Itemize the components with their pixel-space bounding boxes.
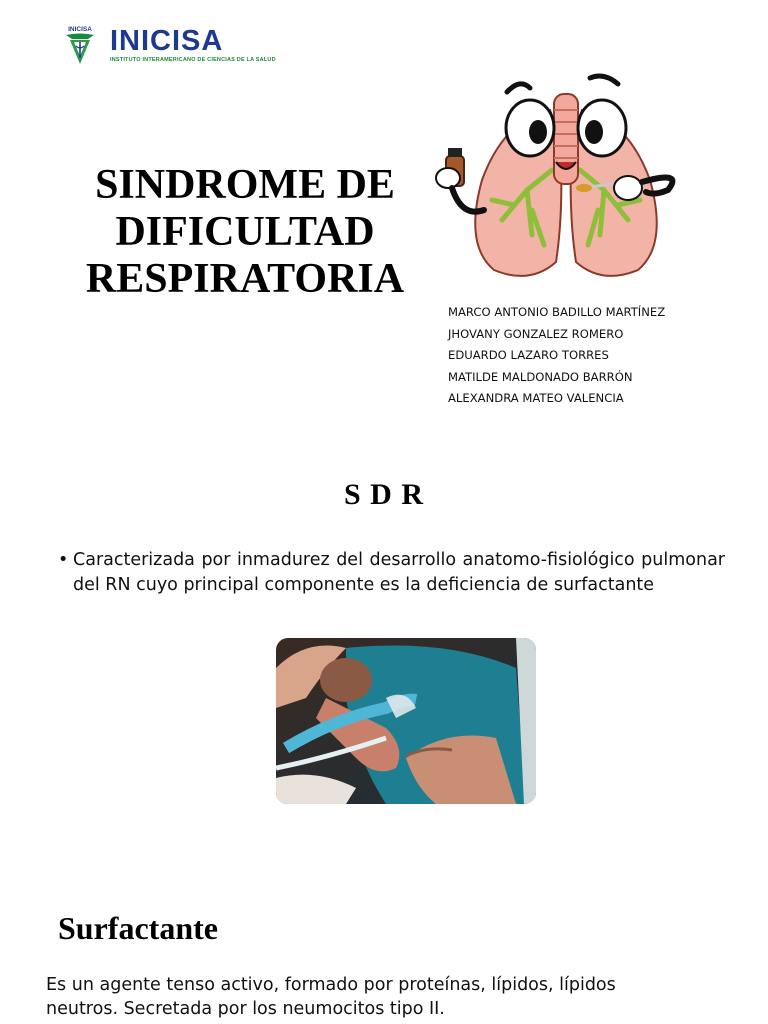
logo-mark-text: INICISA [68, 26, 92, 33]
sdr-slide [0, 440, 768, 860]
inicisa-emblem-icon [62, 24, 98, 68]
slide-title: S D R [343, 478, 424, 511]
premature-infant-photo [276, 638, 536, 804]
surfactante-slide [0, 860, 768, 1024]
bullet-item [58, 548, 725, 597]
title-slide [0, 0, 768, 440]
presentation-title [60, 162, 430, 303]
title-line: RESPIRATORIA [85, 256, 405, 302]
title-line: SINDROME DE [95, 162, 395, 208]
author-name: ALEXANDRA MATEO VALENCIA [448, 391, 624, 406]
logo-subtitle: INSTITUTO INTERAMERICANO DE CIENCIAS DE LA SALUD [110, 57, 276, 63]
cartoon-lungs-icon [432, 70, 692, 290]
infant-ventilation-image-icon [276, 638, 536, 804]
title-line: DIFICULTAD [115, 209, 375, 255]
body-text: Es un agente tenso activo, formado por proteínas, lípidos, lípidos neutros. Secretada por los neumocitos tipo II. [46, 975, 616, 1019]
bullet-symbol: • [58, 550, 69, 570]
inicisa-logo [60, 24, 330, 68]
author-name: JHOVANY GONZALEZ ROMERO [448, 326, 624, 341]
author-list [448, 302, 665, 410]
slide-title: Surfactante [58, 910, 218, 946]
bullet-text: Caracterizada por inmadurez del desarrollo anatomo-fisiológico pulmonar del RN cuyo principal componente es la deficiencia de surfactante [73, 550, 725, 595]
author-name: EDUARDO LAZARO TORRES [448, 348, 609, 363]
author-name: MATILDE MALDONADO BARRÓN [448, 369, 633, 384]
author-name: MARCO ANTONIO BADILLO MARTÍNEZ [448, 305, 666, 319]
logo-name: INICISA [110, 25, 224, 57]
